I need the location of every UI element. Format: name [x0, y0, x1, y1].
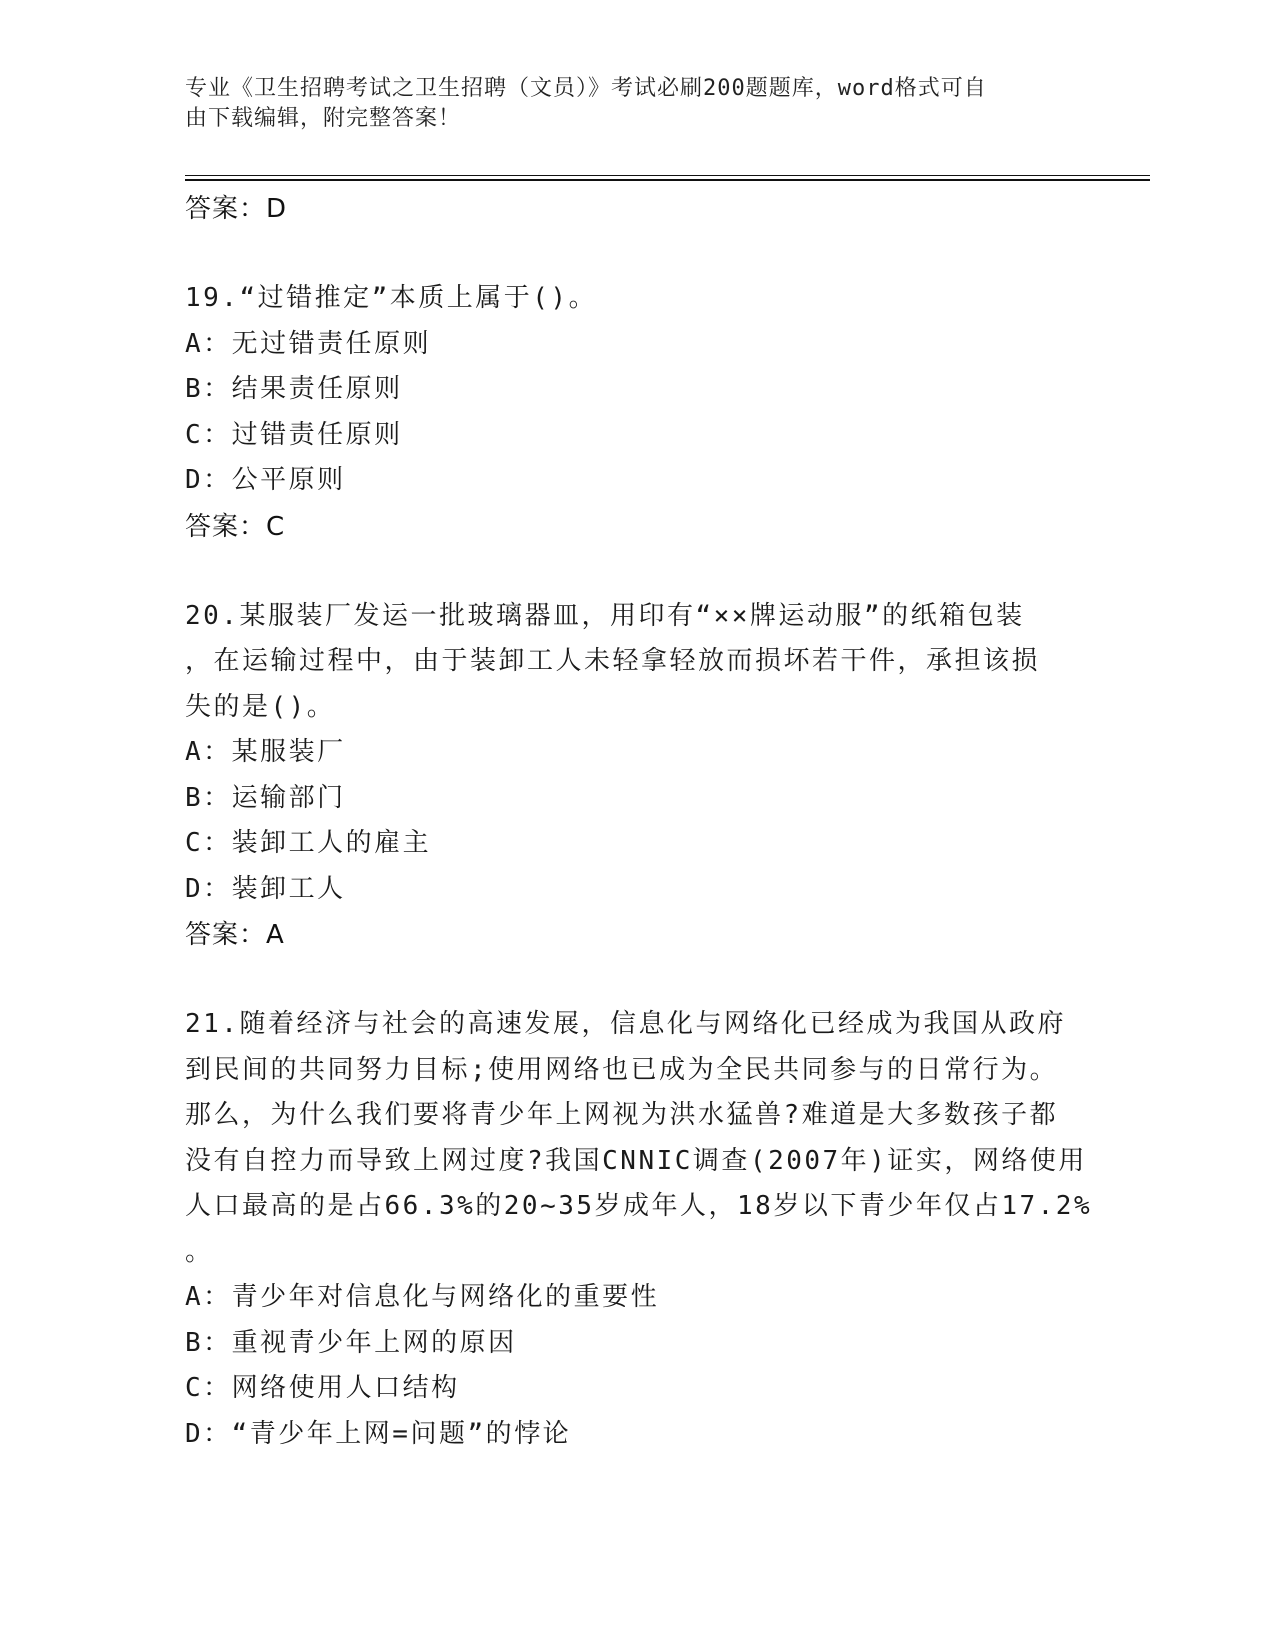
- question-19-option-d: D：公平原则: [185, 465, 346, 495]
- question-21: [185, 1002, 1093, 1275]
- question-19-option-a: A：无过错责任原则: [185, 328, 432, 359]
- question-21-text-line-4: 没有自控力而导致上网过度?我国CNNIC调查(2007年)证实，网络使用: [185, 1145, 1087, 1176]
- question-21-text-line-2: 到民间的共同努力目标;使用网络也已成为全民共同参与的日常行为。: [185, 1054, 1059, 1085]
- question-20-text-line-3: 失的是()。: [185, 691, 336, 722]
- question-21-text-line-5: 人口最高的是占66.3%的20~35岁成年人，18岁以下青少年仅占17.2%: [185, 1191, 1093, 1221]
- question-21-option-a: A：青少年对信息化与网络化的重要性: [185, 1282, 660, 1312]
- question-20-text-line-2: ，在运输过程中，由于装卸工人未轻拿轻放而损坏若干件，承担该损: [185, 646, 1041, 676]
- question-19-option-c: C：过错责任原则: [185, 419, 403, 450]
- document-header: [185, 74, 1065, 134]
- question-19-text: 19.“过错推定”本质上属于()。: [185, 283, 598, 313]
- question-20-text-line-1: 20.某服装厂发运一批玻璃器皿，用印有“××牌运动服”的纸箱包装: [185, 600, 1025, 631]
- question-19-answer: 答案：C: [185, 511, 286, 542]
- question-21-text-line-1: 21.随着经济与社会的高速发展，信息化与网络化已经成为我国从政府: [185, 1009, 1066, 1039]
- question-21-option-c: C：网络使用人口结构: [185, 1373, 460, 1403]
- question-20-option-a: A：某服装厂: [185, 737, 346, 767]
- question-20-option-d: D：装卸工人: [185, 873, 346, 904]
- question-19-option-b: B：结果责任原则: [185, 374, 403, 404]
- header-line-1: 专业《卫生招聘考试之卫生招聘（文员）》考试必刷200题题库，word格式可自: [185, 76, 987, 101]
- question-20: [185, 594, 1085, 731]
- question-21-text-line-6: 。: [185, 1236, 214, 1267]
- question-21-text-line-3: 那么，为什么我们要将青少年上网视为洪水猛兽?难道是大多数孩子都: [185, 1100, 1059, 1130]
- previous-answer: 答案：D: [185, 194, 288, 224]
- header-divider-thick: [185, 179, 1150, 181]
- question-20-option-b: B：运输部门: [185, 782, 346, 813]
- question-20-answer: 答案：A: [185, 920, 285, 950]
- header-line-2: 由下载编辑，附完整答案！: [185, 106, 462, 131]
- question-21-option-d: D：“青少年上网=问题”的悖论: [185, 1418, 572, 1449]
- question-19: [185, 276, 1085, 322]
- question-20-option-c: C：装卸工人的雇主: [185, 828, 432, 858]
- header-divider-thin: [185, 175, 1150, 176]
- document-body: [185, 186, 1093, 1457]
- question-21-option-b: B：重视青少年上网的原因: [185, 1327, 517, 1358]
